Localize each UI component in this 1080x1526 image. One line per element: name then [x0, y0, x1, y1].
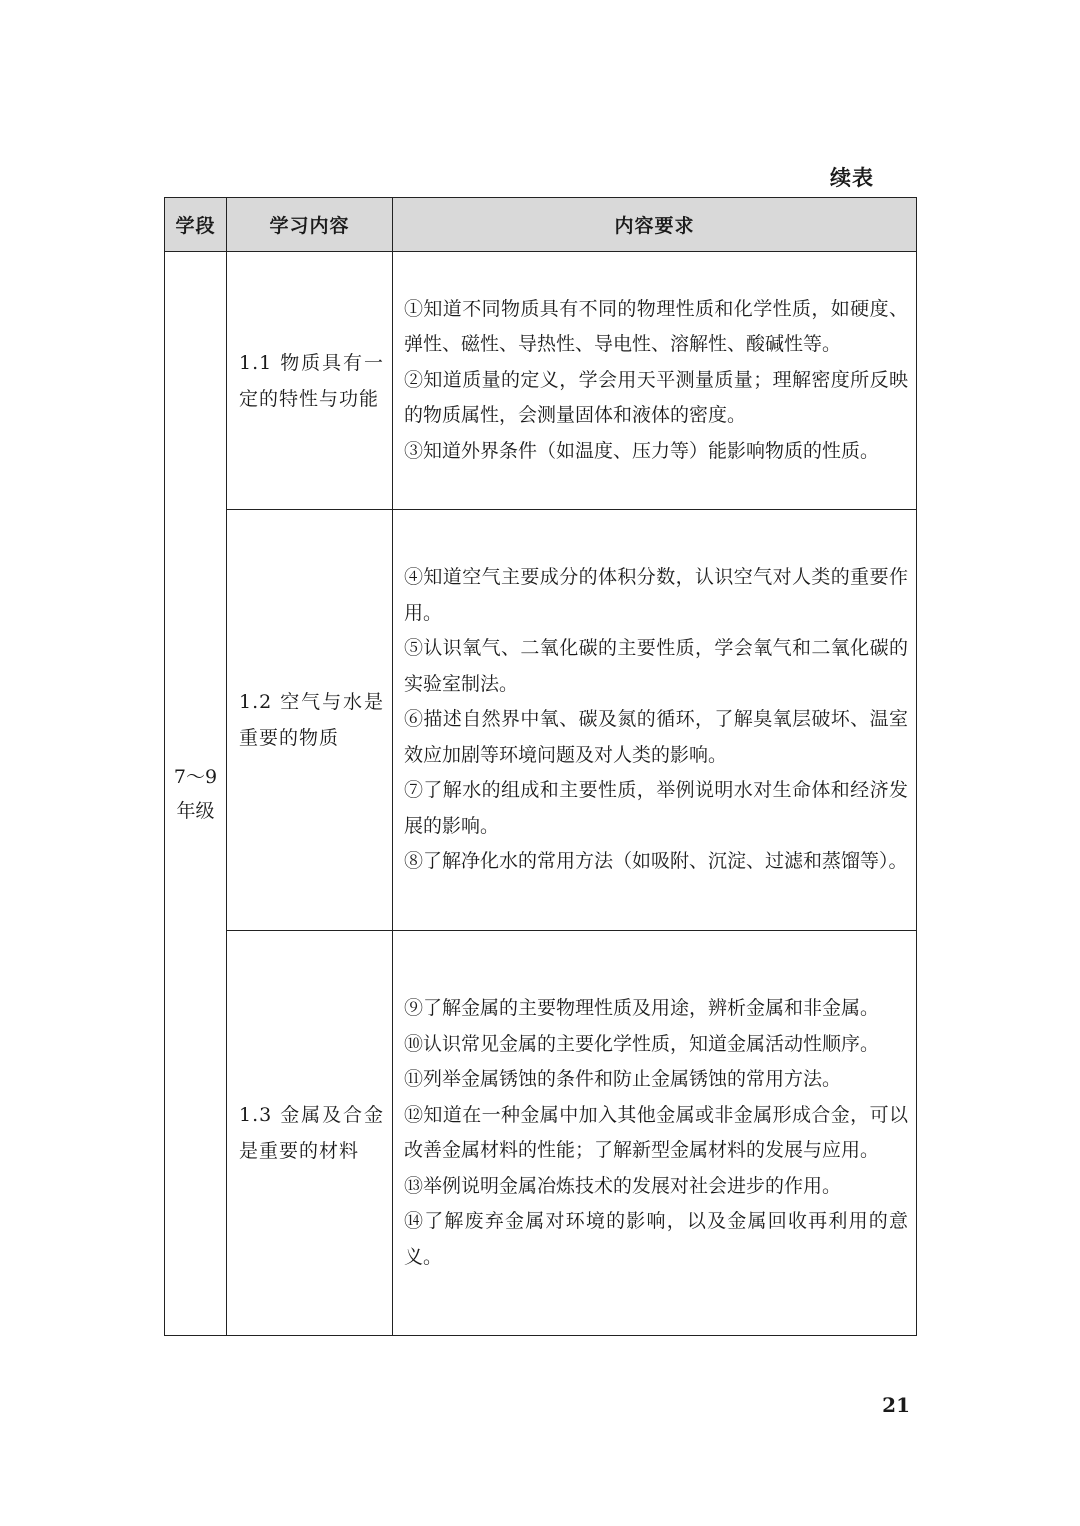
- requirement-item: ⑩认识常见金属的主要化学性质，知道金属活动性顺序。: [404, 1032, 880, 1055]
- requirement-item: ⑫知道在一种金属中加入其他金属或非金属形成合金，可以改善金属材料的性能；了解新型金属材料的发展与应用。: [404, 1103, 908, 1161]
- requirement-cell: [393, 252, 917, 510]
- stage-cell: [165, 252, 227, 1336]
- requirement-item: ⑪列举金属锈蚀的条件和防止金属锈蚀的常用方法。: [404, 1068, 842, 1090]
- topic-cell: 1.1 物质具有一定的特性与功能: [227, 252, 393, 510]
- stage-grade-range: 7～9: [173, 765, 218, 788]
- table-row: [165, 252, 917, 510]
- table-row: [165, 510, 917, 931]
- requirement-item: ⑤认识氧气、二氧化碳的主要性质，学会氧气和二氧化碳的实验室制法。: [404, 637, 908, 695]
- header-requirement: 内容要求: [393, 198, 917, 252]
- requirement-cell: [393, 931, 917, 1336]
- requirement-item: ①知道不同物质具有不同的物理性质和化学性质，如硬度、弹性、磁性、导热性、导电性、溶解性、酸碱性等。: [404, 297, 908, 356]
- topic-cell: 1.2 空气与水是重要的物质: [227, 510, 393, 931]
- requirement-item: ③知道外界条件（如温度、压力等）能影响物质的性质。: [404, 439, 880, 462]
- table-header-row: [165, 198, 917, 252]
- requirement-item: ⑬举例说明金属冶炼技术的发展对社会进步的作用。: [404, 1174, 842, 1197]
- topic-cell: 1.3 金属及合金是重要的材料: [227, 931, 393, 1336]
- header-topic: 学习内容: [227, 198, 393, 252]
- table-row: [165, 931, 917, 1336]
- continued-table-label: 续表: [830, 166, 874, 190]
- requirement-item: ⑭了解废弃金属对环境的影响，以及金属回收再利用的意义。: [404, 1210, 908, 1268]
- curriculum-table: [164, 197, 917, 1336]
- requirement-item: ②知道质量的定义，学会用天平测量质量；理解密度所反映的物质属性，会测量固体和液体的密度。: [404, 368, 908, 427]
- requirement-item: ⑦了解水的组成和主要性质，举例说明水对生命体和经济发展的影响。: [404, 779, 908, 837]
- header-stage: 学段: [165, 198, 227, 252]
- requirement-item: ④知道空气主要成分的体积分数，认识空气对人类的重要作用。: [404, 566, 908, 624]
- page-number: 21: [882, 1393, 910, 1417]
- requirement-item: ⑨了解金属的主要物理性质及用途，辨析金属和非金属。: [404, 997, 880, 1019]
- requirement-cell: [393, 510, 917, 931]
- requirement-item: ⑧了解净化水的常用方法（如吸附、沉淀、过滤和蒸馏等）。: [404, 850, 908, 873]
- stage-grade-label: 年级: [176, 799, 215, 822]
- requirement-item: ⑥描述自然界中氧、碳及氮的循环，了解臭氧层破坏、温室效应加剧等环境问题及对人类的影响。: [404, 708, 908, 766]
